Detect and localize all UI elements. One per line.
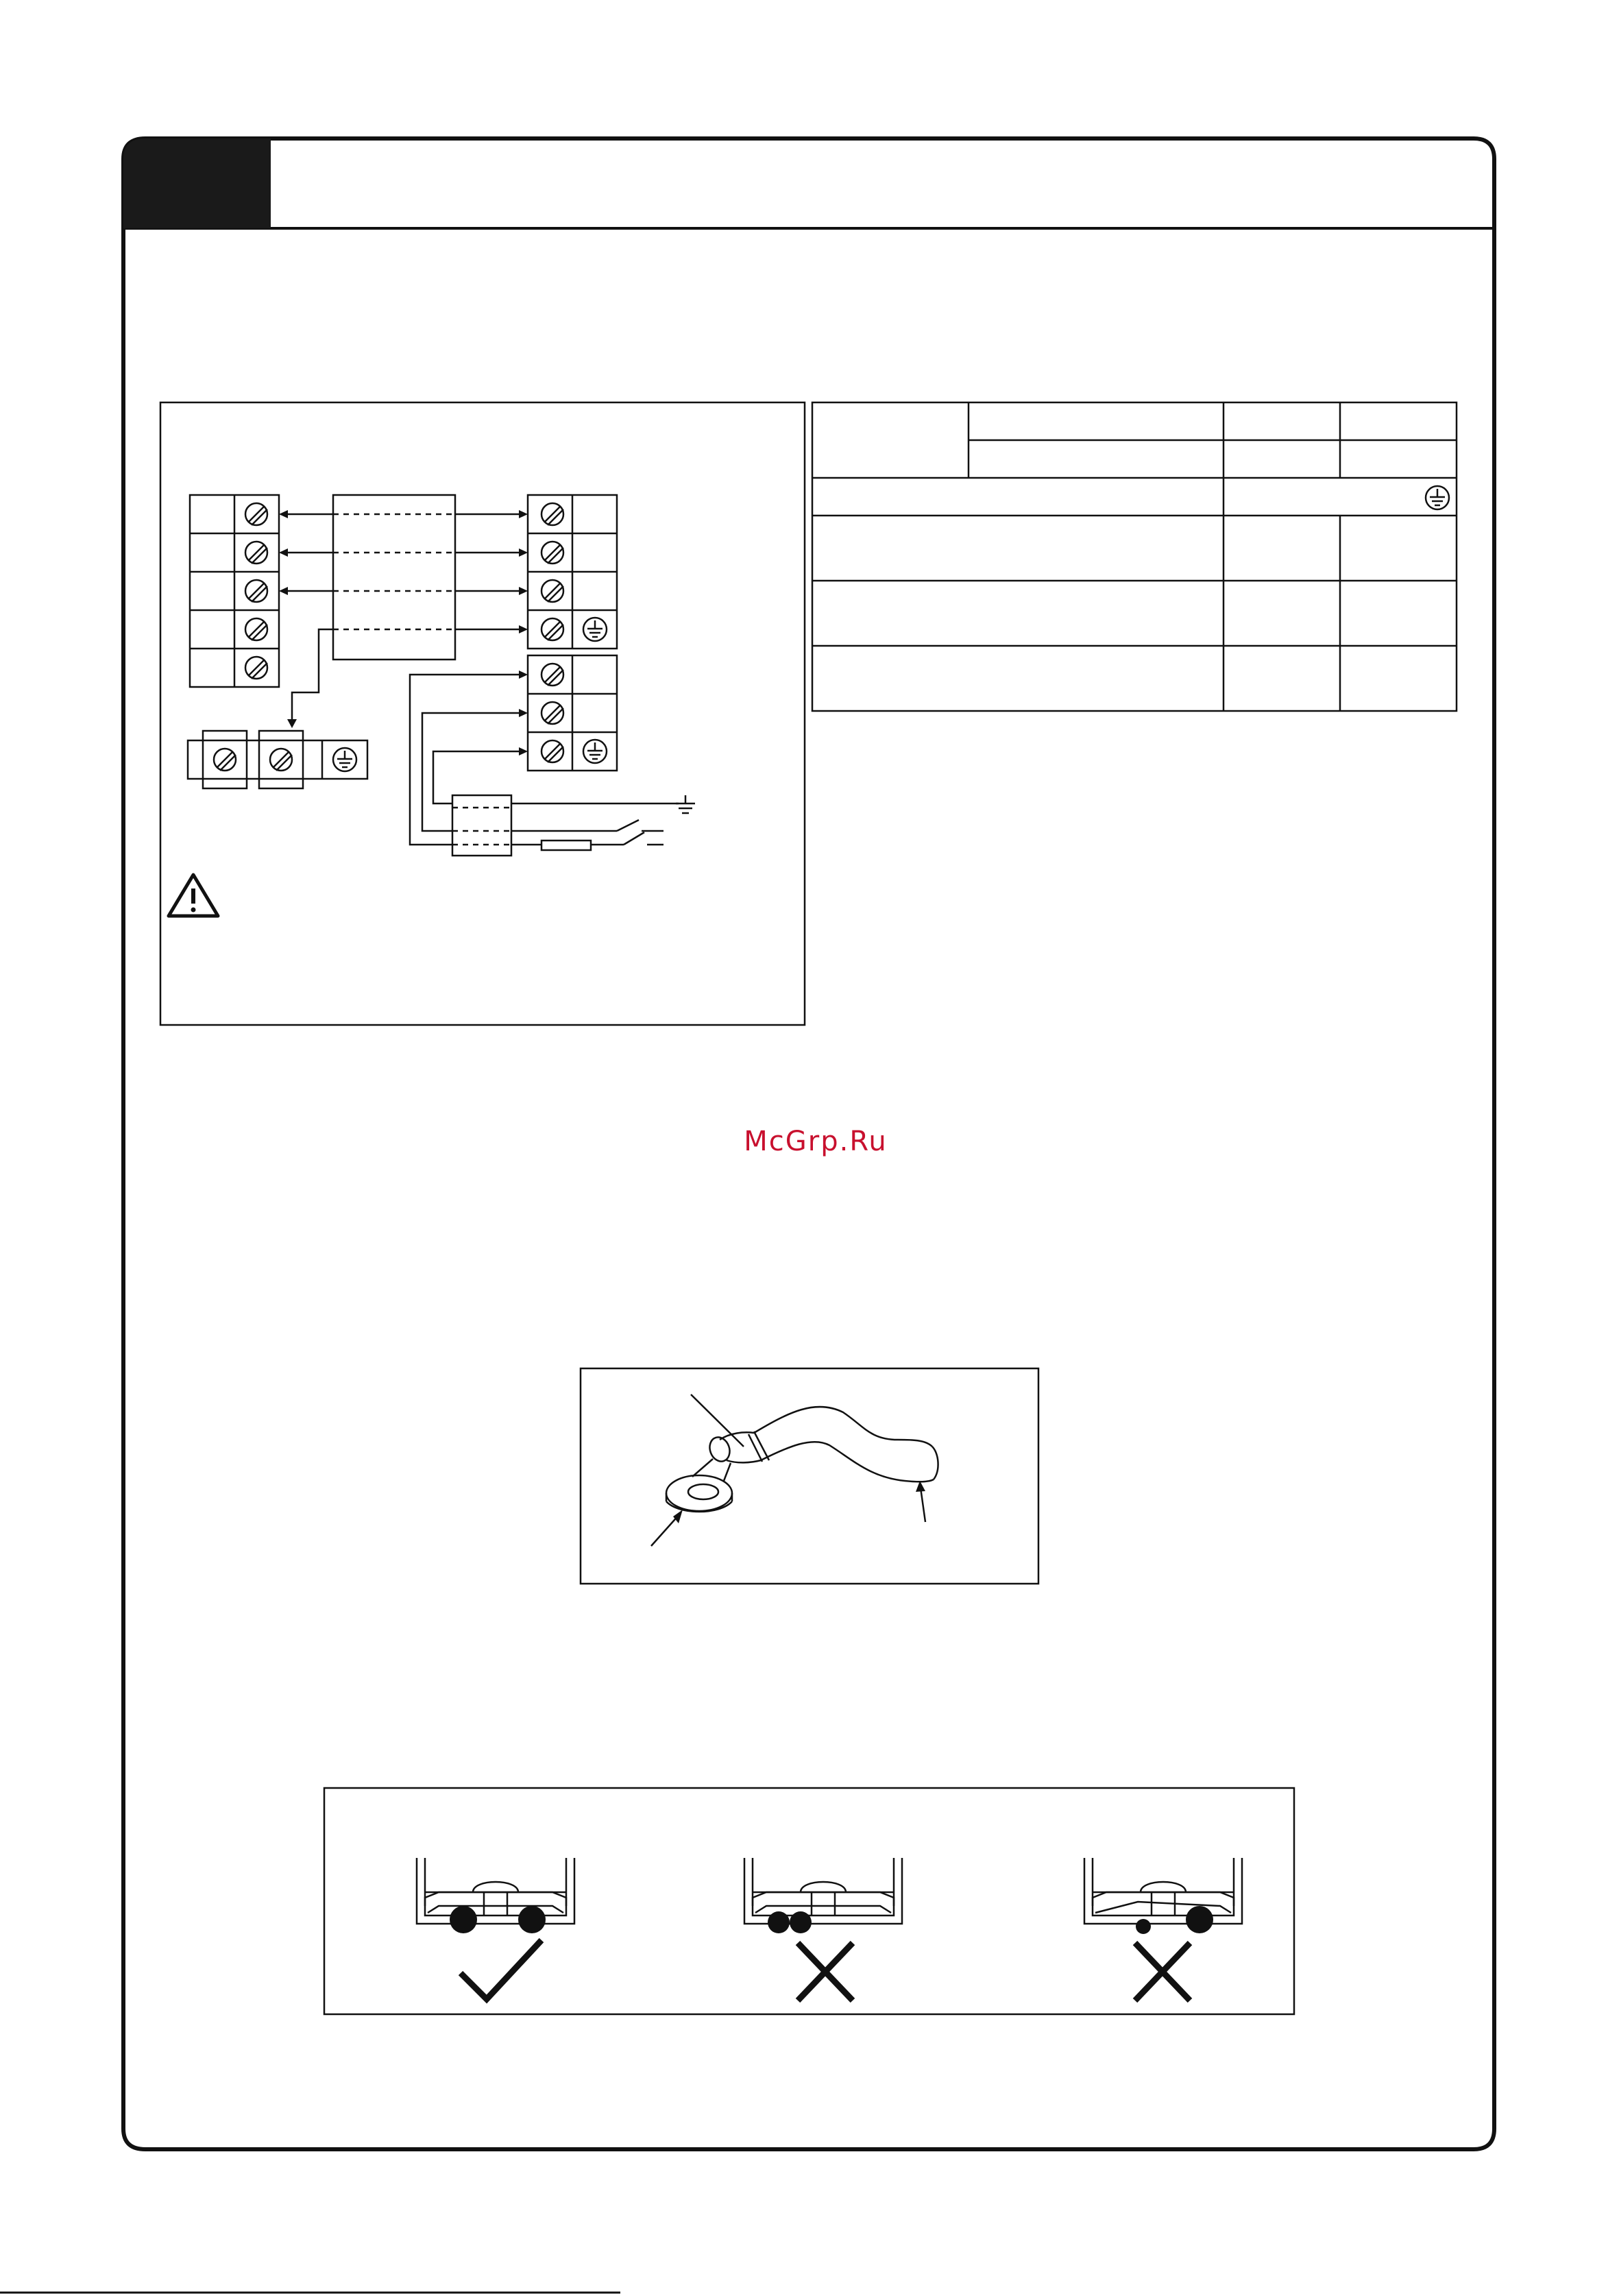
connection-example-incorrect-different-sizes bbox=[1084, 1858, 1242, 1934]
ground-symbol-icon bbox=[676, 795, 695, 813]
connection-example-incorrect-both-one-side bbox=[744, 1858, 902, 1933]
specification-table bbox=[812, 402, 1457, 711]
ground-symbol-icon bbox=[583, 740, 607, 763]
fuse bbox=[541, 841, 591, 850]
power-cable-sleeve bbox=[452, 795, 511, 856]
wiring-diagram bbox=[160, 402, 805, 1025]
terminal-screw-icon bbox=[214, 749, 292, 771]
connection-example-correct bbox=[417, 1858, 574, 1933]
ground-symbol-icon bbox=[583, 618, 607, 641]
terminal-screw-icon bbox=[541, 664, 563, 762]
ground-symbol-icon bbox=[1426, 486, 1449, 509]
cross-mark-icon bbox=[1135, 1943, 1190, 2001]
cross-mark-icon bbox=[798, 1943, 853, 2001]
section-header-block bbox=[123, 138, 271, 228]
check-mark-icon bbox=[461, 1940, 541, 1999]
wiring-arrowheads bbox=[279, 510, 528, 756]
terminal-screw-icon bbox=[245, 503, 267, 679]
ring-terminal-illustration bbox=[581, 1368, 1038, 1584]
auxiliary-terminal-strip bbox=[188, 731, 367, 788]
power-terminal-block bbox=[528, 655, 617, 771]
warning-triangle-icon bbox=[169, 875, 218, 916]
ground-symbol-icon bbox=[333, 748, 356, 771]
connection-examples bbox=[324, 1788, 1294, 2014]
interconnect-cable bbox=[333, 495, 455, 660]
indoor-terminal-block bbox=[190, 495, 279, 687]
watermark: McGrp.Ru bbox=[744, 1126, 888, 1157]
ring-terminal-arrowheads bbox=[673, 1481, 925, 1523]
ring-terminal-icon bbox=[666, 1407, 938, 1512]
outdoor-terminal-block bbox=[528, 495, 617, 649]
